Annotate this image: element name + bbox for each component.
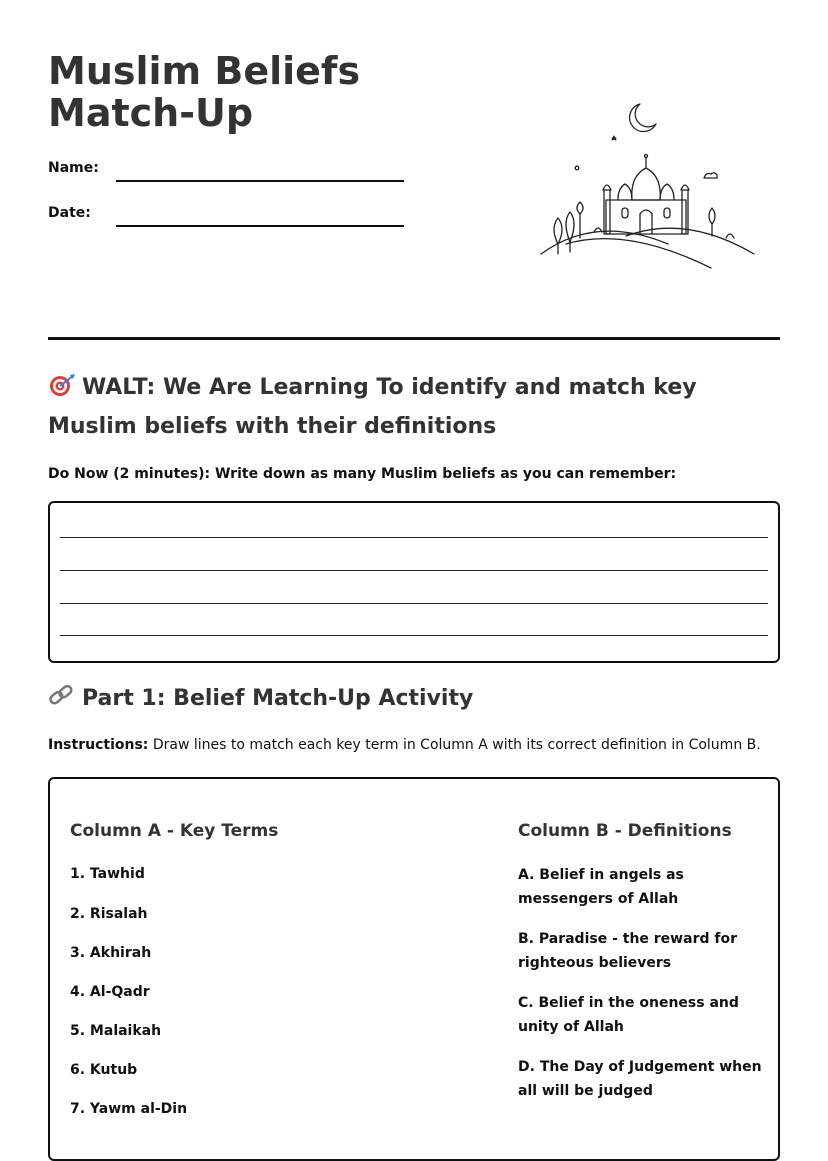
- instructions-label: Instructions:: [48, 737, 149, 753]
- walt-heading: [48, 370, 748, 445]
- term-item[interactable]: 6. Kutub: [70, 1062, 138, 1078]
- instructions-text: Draw lines to match each key term in Column A with its correct definition in Column B.: [148, 737, 761, 753]
- mosque-icon: [536, 96, 758, 280]
- page-title: Muslim Beliefs Match-Up: [48, 49, 361, 135]
- term-item[interactable]: 3. Akhirah: [70, 945, 152, 961]
- definition-item[interactable]: B. Paradise - the reward for righteous believers: [518, 931, 737, 971]
- column-a-heading: Column A - Key Terms: [70, 821, 279, 841]
- do-now-prompt: Do Now (2 minutes): Write down as many Muslim beliefs as you can remember:: [48, 466, 677, 482]
- term-item[interactable]: 1. Tawhid: [70, 866, 145, 882]
- date-label: Date:: [48, 205, 91, 221]
- answer-line: [60, 537, 768, 538]
- definition-item[interactable]: A. Belief in angels as messengers of Allah: [518, 867, 684, 907]
- instructions: [48, 737, 761, 753]
- do-now-answer-box[interactable]: [48, 501, 780, 663]
- term-item[interactable]: 5. Malaikah: [70, 1023, 162, 1039]
- definition-item[interactable]: D. The Day of Judgement when all will be judged: [518, 1059, 762, 1099]
- term-item[interactable]: 7. Yawm al-Din: [70, 1101, 188, 1117]
- match-up-box: [48, 777, 780, 1161]
- date-field[interactable]: [116, 225, 404, 227]
- name-label: Name:: [48, 160, 99, 176]
- walt-text: WALT: We Are Learning To identify and match key Muslim beliefs with their definitions: [48, 375, 697, 439]
- column-b-heading: Column B - Definitions: [518, 821, 732, 841]
- name-field[interactable]: [116, 180, 404, 182]
- part1-heading-text: Part 1: Belief Match-Up Activity: [82, 686, 474, 711]
- term-item[interactable]: 4. Al-Qadr: [70, 984, 150, 1000]
- part1-heading: [48, 684, 473, 714]
- header-divider: [48, 337, 780, 340]
- answer-line: [60, 570, 768, 571]
- definition-item[interactable]: C. Belief in the oneness and unity of Allah: [518, 995, 739, 1035]
- answer-line: [60, 603, 768, 604]
- term-item[interactable]: 2. Risalah: [70, 906, 148, 922]
- target-dart-icon: [48, 373, 76, 409]
- link-chain-icon: [48, 684, 76, 714]
- answer-line: [60, 635, 768, 636]
